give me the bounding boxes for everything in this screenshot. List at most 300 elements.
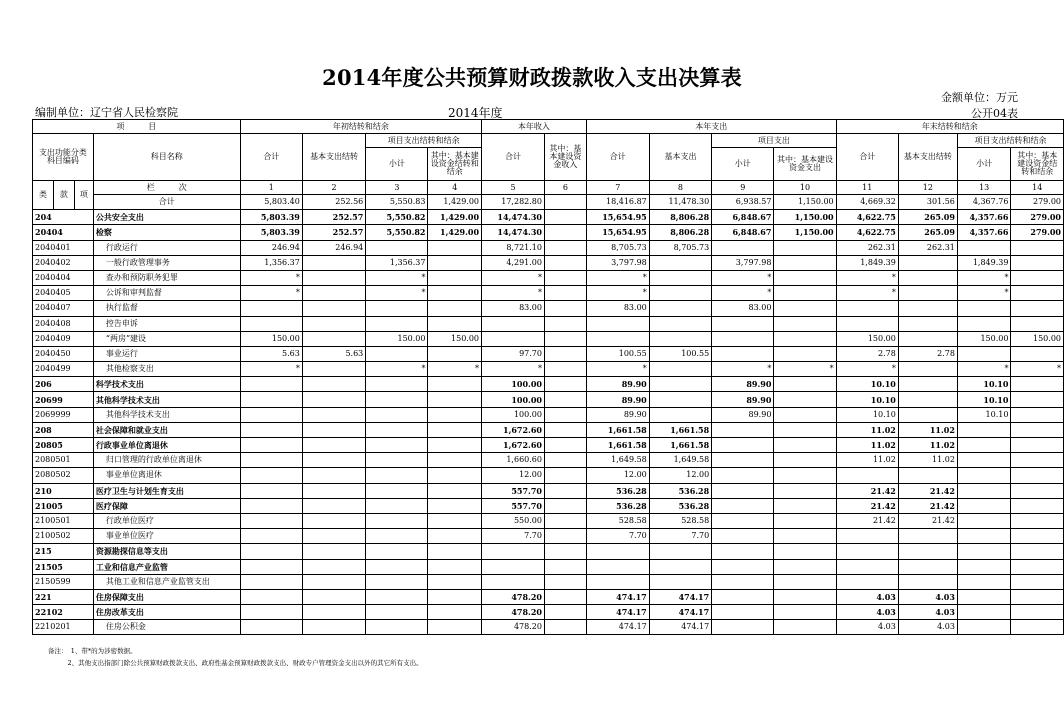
amount-cell — [774, 453, 836, 468]
amount-cell — [774, 605, 836, 620]
amount-cell — [366, 498, 428, 513]
amount-cell: 5,803.39 — [240, 225, 302, 240]
amount-cell: * — [957, 286, 1011, 301]
amount-cell — [836, 574, 898, 589]
amount-cell — [1011, 605, 1064, 620]
subject-name: 资源勘探信息等支出 — [93, 544, 240, 559]
amount-cell: 478.20 — [482, 605, 545, 620]
amount-cell: * — [240, 362, 302, 377]
amount-cell — [428, 605, 482, 620]
amount-cell — [836, 301, 898, 316]
amount-cell: 474.17 — [649, 605, 711, 620]
amount-cell — [302, 529, 365, 544]
amount-cell — [366, 377, 428, 392]
amount-unit: 金额单位：万元 — [941, 91, 1018, 104]
amount-cell: * — [957, 270, 1011, 285]
amount-cell — [586, 559, 649, 574]
amount-cell: 2.78 — [836, 346, 898, 361]
amount-cell — [544, 301, 586, 316]
header-opening-basic: 基本支出结转 — [302, 134, 365, 181]
subject-name: 事业运行 — [93, 346, 240, 361]
amount-cell: * — [240, 286, 302, 301]
amount-cell: 1,661.58 — [649, 438, 711, 453]
amount-cell: 252.56 — [302, 195, 365, 210]
amount-cell: 12.00 — [586, 468, 649, 483]
amount-cell — [366, 346, 428, 361]
amount-cell: 557.70 — [482, 498, 545, 513]
amount-cell: 89.90 — [586, 392, 649, 407]
amount-cell — [774, 377, 836, 392]
amount-cell — [302, 392, 365, 407]
amount-cell — [898, 301, 957, 316]
amount-cell — [366, 468, 428, 483]
amount-cell: 5,550.83 — [366, 195, 428, 210]
amount-cell — [302, 407, 365, 422]
amount-cell — [428, 270, 482, 285]
column-number: 4 — [428, 181, 482, 195]
amount-cell — [366, 422, 428, 437]
column-number: 7 — [586, 181, 649, 195]
table-row — [33, 210, 1064, 225]
subject-name: 其他科学技术支出 — [93, 407, 240, 422]
amount-cell — [544, 286, 586, 301]
amount-cell — [649, 270, 711, 285]
amount-cell — [898, 286, 957, 301]
fiscal-year: 2014年度 — [448, 106, 503, 120]
amount-cell: 4,622.75 — [836, 225, 898, 240]
amount-cell — [1011, 453, 1064, 468]
subject-name: 公诉和审判监督 — [93, 286, 240, 301]
amount-cell: 8,806.28 — [649, 225, 711, 240]
amount-cell — [712, 513, 774, 528]
amount-cell — [544, 346, 586, 361]
column-number: 3 — [366, 181, 428, 195]
amount-cell — [649, 544, 711, 559]
amount-cell: 5,803.40 — [240, 195, 302, 210]
amount-cell — [366, 559, 428, 574]
amount-cell — [1011, 483, 1064, 498]
amount-cell — [712, 438, 774, 453]
amount-cell: 1,849.39 — [836, 255, 898, 270]
reporting-unit: 编制单位：辽宁省人民检察院 — [35, 106, 178, 119]
amount-cell: 21.42 — [898, 513, 957, 528]
amount-cell — [898, 255, 957, 270]
amount-cell: 252.57 — [302, 225, 365, 240]
amount-cell — [957, 574, 1011, 589]
amount-cell — [544, 529, 586, 544]
amount-cell — [774, 392, 836, 407]
amount-cell — [898, 331, 957, 346]
amount-cell: 262.31 — [836, 240, 898, 255]
header-subject-name: 科目名称 — [93, 134, 240, 181]
subject-code: 2150599 — [33, 574, 94, 589]
amount-cell: 100.00 — [482, 407, 545, 422]
amount-cell: * — [428, 362, 482, 377]
amount-cell: 1,429.00 — [428, 225, 482, 240]
amount-cell: 10.10 — [836, 407, 898, 422]
header-item: 项 目 — [33, 120, 241, 134]
amount-cell: 536.28 — [586, 498, 649, 513]
amount-cell: 1,672.60 — [482, 422, 545, 437]
amount-cell: 1,150.00 — [774, 195, 836, 210]
amount-cell: 478.20 — [482, 589, 545, 604]
subject-name: 社会保障和就业支出 — [93, 422, 240, 437]
amount-cell — [774, 301, 836, 316]
amount-cell — [957, 301, 1011, 316]
amount-cell: 12.00 — [482, 468, 545, 483]
amount-cell: * — [836, 362, 898, 377]
amount-cell — [366, 240, 428, 255]
table-row — [33, 453, 1064, 468]
amount-cell — [774, 589, 836, 604]
table-row — [33, 270, 1064, 285]
header-kuan: 款 — [53, 181, 74, 210]
table-row — [33, 589, 1064, 604]
amount-cell: 1,649.58 — [586, 453, 649, 468]
amount-cell — [712, 468, 774, 483]
amount-cell: 4,291.00 — [482, 255, 545, 270]
amount-cell: 528.58 — [586, 513, 649, 528]
amount-cell — [898, 559, 957, 574]
amount-cell: 21.42 — [898, 483, 957, 498]
amount-cell: 100.00 — [482, 392, 545, 407]
amount-cell — [240, 589, 302, 604]
amount-cell — [240, 301, 302, 316]
amount-cell: 550.00 — [482, 513, 545, 528]
subject-name: 事业单位医疗 — [93, 529, 240, 544]
amount-cell — [544, 468, 586, 483]
header-closing-balance: 年末结转和结余 — [836, 120, 1063, 134]
amount-cell — [428, 346, 482, 361]
header-lei: 类 — [33, 181, 54, 210]
amount-cell: 2.78 — [898, 346, 957, 361]
table-row — [33, 574, 1064, 589]
subject-code: 2040401 — [33, 240, 94, 255]
header-opening-subtotal: 小计 — [366, 148, 428, 181]
amount-cell — [774, 559, 836, 574]
amount-cell — [957, 605, 1011, 620]
amount-cell — [302, 286, 365, 301]
subject-name: 行政事业单位离退休 — [93, 438, 240, 453]
subject-name: 归口管理的行政单位离退休 — [93, 453, 240, 468]
subject-name: 住房公积金 — [93, 620, 240, 635]
amount-cell: 11.02 — [898, 422, 957, 437]
amount-cell: 14,474.30 — [482, 225, 545, 240]
amount-cell — [1011, 498, 1064, 513]
subject-name: 其他检察支出 — [93, 362, 240, 377]
subject-name: 医疗卫生与计划生育支出 — [93, 483, 240, 498]
amount-cell — [774, 438, 836, 453]
amount-cell — [649, 331, 711, 346]
table-row — [33, 468, 1064, 483]
amount-cell: 11.02 — [836, 422, 898, 437]
table-row — [33, 483, 1064, 498]
amount-cell: 89.90 — [586, 407, 649, 422]
amount-cell: * — [957, 362, 1011, 377]
amount-cell — [240, 422, 302, 437]
amount-cell — [774, 346, 836, 361]
amount-cell: 12.00 — [649, 468, 711, 483]
amount-cell: * — [586, 270, 649, 285]
amount-cell: 11.02 — [898, 453, 957, 468]
amount-cell: * — [712, 270, 774, 285]
amount-cell — [957, 513, 1011, 528]
table-row — [33, 301, 1064, 316]
amount-cell — [240, 453, 302, 468]
amount-cell — [428, 513, 482, 528]
amount-cell: * — [366, 362, 428, 377]
amount-cell — [898, 362, 957, 377]
amount-cell: 83.00 — [712, 301, 774, 316]
subject-name: 科学技术支出 — [93, 377, 240, 392]
amount-cell — [1011, 346, 1064, 361]
amount-cell — [366, 544, 428, 559]
amount-cell — [1011, 422, 1064, 437]
amount-cell — [544, 544, 586, 559]
header-expense-total: 合计 — [586, 134, 649, 181]
column-number: 6 — [544, 181, 586, 195]
subject-code: 208 — [33, 422, 94, 437]
amount-cell — [240, 468, 302, 483]
amount-cell — [957, 483, 1011, 498]
amount-cell: * — [586, 286, 649, 301]
amount-cell — [836, 468, 898, 483]
final-accounts-table — [32, 119, 1064, 635]
amount-cell — [957, 589, 1011, 604]
amount-cell: 478.20 — [482, 620, 545, 635]
amount-cell: 4.03 — [836, 620, 898, 635]
amount-cell — [1011, 468, 1064, 483]
amount-cell — [712, 605, 774, 620]
amount-cell: 5,550.82 — [366, 225, 428, 240]
amount-cell: 21.42 — [898, 498, 957, 513]
table-row — [33, 407, 1064, 422]
amount-cell: 265.09 — [898, 210, 957, 225]
subject-code: 2210201 — [33, 620, 94, 635]
amount-cell: 10.10 — [957, 407, 1011, 422]
amount-cell — [898, 468, 957, 483]
amount-cell — [240, 620, 302, 635]
amount-cell: 474.17 — [586, 589, 649, 604]
amount-cell — [1011, 316, 1064, 331]
amount-cell: 15,654.95 — [586, 210, 649, 225]
table-row — [33, 286, 1064, 301]
column-number: 11 — [836, 181, 898, 195]
amount-cell: 150.00 — [428, 331, 482, 346]
amount-cell: * — [836, 270, 898, 285]
subject-code: 2080502 — [33, 468, 94, 483]
amount-cell — [1011, 407, 1064, 422]
amount-cell — [544, 513, 586, 528]
subject-code: 2040499 — [33, 362, 94, 377]
amount-cell: 536.28 — [586, 483, 649, 498]
header-opening-construction: 其中：基本建设资金结转和结余 — [428, 148, 482, 181]
amount-cell — [544, 225, 586, 240]
header-expense-construction: 其中：基本建设资金支出 — [774, 148, 836, 181]
amount-cell — [302, 316, 365, 331]
amount-cell — [957, 620, 1011, 635]
amount-cell: 8,806.28 — [649, 210, 711, 225]
amount-cell — [240, 316, 302, 331]
amount-cell — [957, 559, 1011, 574]
amount-cell: 21.42 — [836, 513, 898, 528]
table-row — [33, 559, 1064, 574]
header-xiang: 项 — [74, 181, 93, 210]
amount-cell: 5,803.39 — [240, 210, 302, 225]
amount-cell — [1011, 620, 1064, 635]
amount-cell: 10.10 — [836, 392, 898, 407]
amount-cell — [428, 589, 482, 604]
amount-cell: 5,550.82 — [366, 210, 428, 225]
column-number: 10 — [774, 181, 836, 195]
amount-cell — [544, 574, 586, 589]
amount-cell — [586, 331, 649, 346]
amount-cell: * — [482, 362, 545, 377]
amount-cell: 301.56 — [898, 195, 957, 210]
amount-cell — [366, 574, 428, 589]
subject-name: 住房改革支出 — [93, 605, 240, 620]
amount-cell: 474.17 — [586, 620, 649, 635]
amount-cell — [544, 210, 586, 225]
amount-cell — [712, 544, 774, 559]
amount-cell — [428, 392, 482, 407]
amount-cell — [428, 498, 482, 513]
amount-cell — [774, 468, 836, 483]
subject-code: 2069999 — [33, 407, 94, 422]
amount-cell: 8,721.10 — [482, 240, 545, 255]
amount-cell — [544, 331, 586, 346]
subject-name: 合计 — [93, 195, 240, 210]
amount-cell: 10.10 — [957, 377, 1011, 392]
amount-cell — [544, 195, 586, 210]
amount-cell: 252.57 — [302, 210, 365, 225]
subject-name: 工业和信息产业监管 — [93, 559, 240, 574]
table-row — [33, 513, 1064, 528]
amount-cell — [366, 620, 428, 635]
subject-code: 21505 — [33, 559, 94, 574]
amount-cell: 7.70 — [482, 529, 545, 544]
header-expense-subtotal: 小计 — [712, 148, 774, 181]
amount-cell: 1,150.00 — [774, 225, 836, 240]
amount-cell — [712, 559, 774, 574]
amount-cell — [957, 498, 1011, 513]
amount-cell — [774, 529, 836, 544]
table-row — [33, 392, 1064, 407]
subject-code: 2040407 — [33, 301, 94, 316]
amount-cell — [774, 574, 836, 589]
subject-name: 事业单位离退休 — [93, 468, 240, 483]
amount-cell — [366, 513, 428, 528]
amount-cell — [240, 498, 302, 513]
amount-cell — [366, 529, 428, 544]
amount-cell — [649, 255, 711, 270]
amount-cell — [366, 453, 428, 468]
amount-cell: 83.00 — [586, 301, 649, 316]
amount-cell — [712, 316, 774, 331]
amount-cell — [544, 483, 586, 498]
amount-cell: 536.28 — [649, 483, 711, 498]
column-number: 1 — [240, 181, 302, 195]
amount-cell — [366, 301, 428, 316]
subject-code: 206 — [33, 377, 94, 392]
subject-code: 20699 — [33, 392, 94, 407]
amount-cell — [482, 331, 545, 346]
subject-name: 查办和预防职务犯罪 — [93, 270, 240, 285]
subject-name: 医疗保障 — [93, 498, 240, 513]
table-row — [33, 240, 1064, 255]
header-opening-project: 项目支出结转和结余 — [366, 134, 482, 148]
amount-cell — [1011, 286, 1064, 301]
amount-cell — [544, 407, 586, 422]
header-closing-project: 项目支出结转和结余 — [957, 134, 1063, 148]
amount-cell — [957, 544, 1011, 559]
amount-cell: 10.10 — [836, 377, 898, 392]
subject-name: 一般行政管理事务 — [93, 255, 240, 270]
amount-cell: 17,282.80 — [482, 195, 545, 210]
amount-cell — [836, 544, 898, 559]
subject-code: 20805 — [33, 438, 94, 453]
header-closing-construction: 其中：基本建设资金结转和结余 — [1011, 148, 1064, 181]
amount-cell — [712, 346, 774, 361]
amount-cell — [957, 453, 1011, 468]
amount-cell — [428, 438, 482, 453]
amount-cell — [712, 498, 774, 513]
header-closing-subtotal: 小计 — [957, 148, 1011, 181]
amount-cell — [774, 270, 836, 285]
amount-cell — [957, 346, 1011, 361]
amount-cell: 4,357.66 — [957, 225, 1011, 240]
amount-cell: 97.70 — [482, 346, 545, 361]
amount-cell — [1011, 240, 1064, 255]
amount-cell — [428, 483, 482, 498]
amount-cell — [774, 240, 836, 255]
amount-cell — [1011, 301, 1064, 316]
amount-cell — [712, 422, 774, 437]
amount-cell — [428, 544, 482, 559]
amount-cell: 15,654.95 — [586, 225, 649, 240]
amount-cell — [302, 544, 365, 559]
table-row — [33, 195, 1064, 210]
amount-cell: 89.90 — [712, 377, 774, 392]
header-expense-basic: 基本支出 — [649, 134, 711, 181]
amount-cell — [428, 529, 482, 544]
column-number: 14 — [1011, 181, 1064, 195]
amount-cell — [544, 559, 586, 574]
subject-name: 检察 — [93, 225, 240, 240]
amount-cell — [302, 377, 365, 392]
amount-cell: 536.28 — [649, 498, 711, 513]
amount-cell: 4,669.32 — [836, 195, 898, 210]
amount-cell: * — [366, 270, 428, 285]
amount-cell — [428, 468, 482, 483]
amount-cell — [957, 529, 1011, 544]
amount-cell — [1011, 377, 1064, 392]
amount-cell: 18,416.87 — [586, 195, 649, 210]
amount-cell: 4,622.75 — [836, 210, 898, 225]
amount-cell — [1011, 255, 1064, 270]
amount-cell — [649, 407, 711, 422]
table-row — [33, 422, 1064, 437]
amount-cell — [898, 544, 957, 559]
header-closing-basic: 基本支出结转 — [898, 134, 957, 181]
column-number: 13 — [957, 181, 1011, 195]
amount-cell — [544, 422, 586, 437]
amount-cell — [302, 453, 365, 468]
amount-cell — [774, 620, 836, 635]
amount-cell: 150.00 — [957, 331, 1011, 346]
amount-cell — [302, 362, 365, 377]
amount-cell — [544, 316, 586, 331]
